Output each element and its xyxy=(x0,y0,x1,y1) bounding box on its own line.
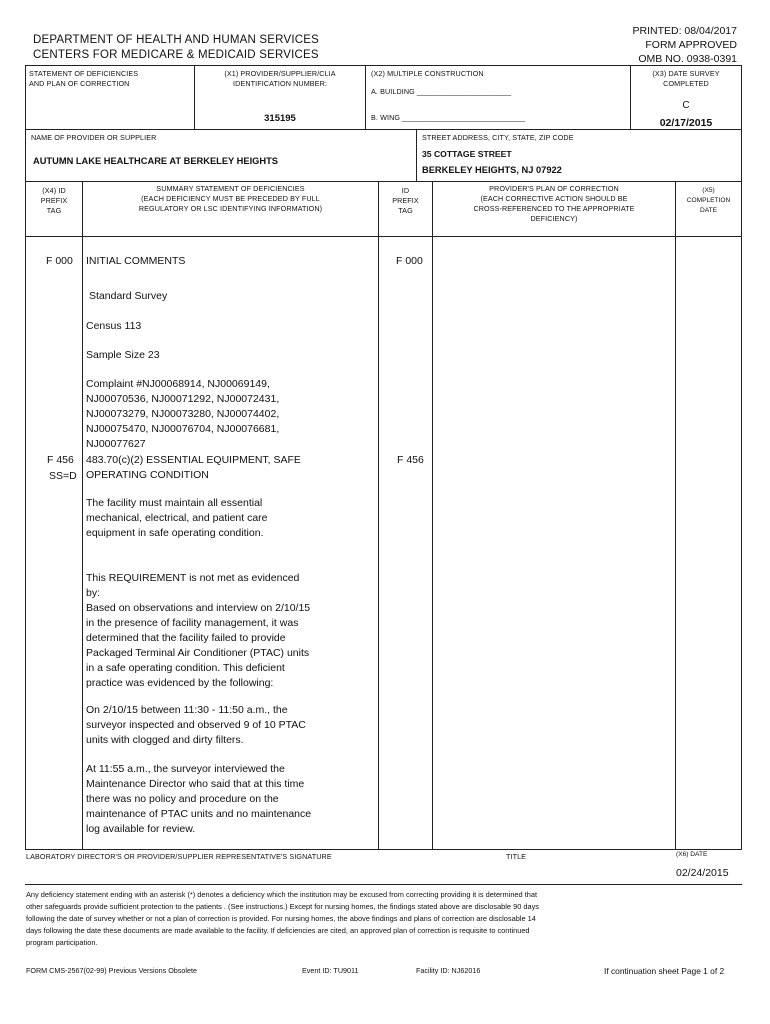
initial-comments-title: INITIAL COMMENTS xyxy=(86,255,186,267)
continuation-page: If continuation sheet Page 1 of 2 xyxy=(604,966,725,976)
event-id: Event ID: TU9011 xyxy=(302,966,359,975)
complaint-list: Complaint #NJ00068914, NJ00069149, NJ00070536, NJ00071292, NJ00072431, NJ00073279, NJ00073280, NJ00074402, NJ00075470, NJ00076704, NJ00076681, NJ00077627 xyxy=(86,378,280,450)
right-rule xyxy=(741,65,742,850)
printed-date: PRINTED: 08/04/2017 xyxy=(632,25,737,37)
address-label: STREET ADDRESS, CITY, STATE, ZIP CODE xyxy=(422,133,574,142)
divider-col4 xyxy=(675,181,676,850)
top-rule xyxy=(25,65,742,66)
wing-label: B. WING ______________________________ xyxy=(371,113,526,122)
form-info xyxy=(633,24,737,66)
col-plan-header: PROVIDER'S PLAN OF CORRECTION (EACH CORRECTIVE ACTION SHOULD BE CROSS-REFERENCED TO THE APPROPRIATE DEFICIENCY) xyxy=(473,184,635,223)
tag-f000-right: F 000 xyxy=(396,255,423,267)
col-x4-header: (X4) ID PREFIX TAG xyxy=(40,186,68,215)
survey-code: C xyxy=(682,100,690,111)
form-approved: FORM APPROVED xyxy=(645,39,737,51)
address-street: 35 COTTAGE STREET xyxy=(422,149,512,159)
signature-date: 02/24/2015 xyxy=(676,867,729,879)
provider-id: 315195 xyxy=(264,113,296,124)
rule-body xyxy=(25,236,742,237)
provider-name: AUTUMN LAKE HEALTHCARE AT BERKELEY HEIGHTS xyxy=(33,156,278,166)
col-id-header: ID PREFIX TAG xyxy=(392,186,419,215)
rule-columns xyxy=(25,181,742,182)
form-number: FORM CMS-2567(02-99) Previous Versions Obsolete xyxy=(26,966,197,975)
scope-severity: SS=D xyxy=(49,470,77,482)
signature-label: LABORATORY DIRECTOR'S OR PROVIDER/SUPPLIER REPRESENTATIVE'S SIGNATURE xyxy=(26,852,332,861)
divider-x1 xyxy=(194,65,195,129)
divider-address xyxy=(416,129,417,181)
department-name: DEPARTMENT OF HEALTH AND HUMAN SERVICES xyxy=(33,34,319,46)
rule-disclaimer xyxy=(25,884,742,885)
divider-col1 xyxy=(82,181,83,850)
divider-col2 xyxy=(378,181,379,850)
left-rule xyxy=(25,65,26,850)
x2-label: (X2) MULTIPLE CONSTRUCTION xyxy=(371,69,484,78)
tag-f000-left: F 000 xyxy=(46,255,73,267)
title-label: TITLE xyxy=(506,852,527,861)
statement-label: STATEMENT OF DEFICIENCIES AND PLAN OF CORRECTION xyxy=(29,69,139,88)
agency-name: CENTERS FOR MEDICARE & MEDICAID SERVICES xyxy=(33,49,319,61)
regulation-text: The facility must maintain all essential mechanical, electrical, and patient care equipment in safe operating condition. xyxy=(86,497,268,539)
tag-f456-right: F 456 xyxy=(397,454,424,466)
rule-signature xyxy=(25,849,742,850)
x1-label: (X1) PROVIDER/SUPPLIER/CLIA IDENTIFICATION NUMBER: xyxy=(224,69,336,88)
col-x5-header: (X5) COMPLETION DATE xyxy=(686,187,731,214)
interview-text: At 11:55 a.m., the surveyor interviewed the Maintenance Director who said that at this time there was no policy and procedure on the maintenance of PTAC units and no maintenance log available for review. xyxy=(86,763,312,835)
census: Census 113 xyxy=(86,320,142,332)
observation-text: On 2/10/15 between 11:30 - 11:50 a.m., the surveyor inspected and observed 9 of 10 PTAC units with clogged and dirty filters. xyxy=(86,704,306,746)
f456-title: 483.70(c)(2) ESSENTIAL EQUIPMENT, SAFE OPERATING CONDITION xyxy=(86,454,301,481)
disclaimer-text: Any deficiency statement ending with an asterisk (*) denotes a deficiency which the institution may be excused from correcting providing it is determined that other safeguards provide sufficient protection to the patients . (See instructions.) Except for nursing homes, the findings stated above are disclosable 90 days following the date of survey whether or not a plan of correction is provided. For nursing homes, the above findings and plans of correction are disclosable 14 days following the date these documents are made available to the facility. If deficiencies are cited, an approved plan of correction is requisite to continued program participation. xyxy=(26,890,539,947)
standard-survey: Standard Survey xyxy=(89,290,168,302)
omb-number: OMB NO. 0938-0391 xyxy=(638,53,737,65)
facility-id: Facility ID: NJ62016 xyxy=(416,966,481,975)
finding-text: This REQUIREMENT is not met as evidenced by: Based on observations and interview on 2/10/15 in the presence of facility management, it was determined that the facility failed to provide Packaged Terminal Air Conditioner (PTAC) units in a safe operating condition. This deficient practice was evidenced by the following: xyxy=(86,572,311,689)
tag-f456-left: F 456 xyxy=(47,454,74,466)
divider-x2 xyxy=(365,65,366,129)
date-label: (X6) DATE xyxy=(676,851,708,858)
col-summary-header: SUMMARY STATEMENT OF DEFICIENCIES (EACH DEFICIENCY MUST BE PRECEDED BY FULL REGULATORY OR LSC IDENTIFYING INFORMATION) xyxy=(138,184,323,213)
x3-label: (X3) DATE SURVEY COMPLETED xyxy=(652,69,720,88)
address-city: BERKELEY HEIGHTS, NJ 07922 xyxy=(422,165,562,175)
agency-header xyxy=(33,33,319,63)
divider-col3 xyxy=(432,181,433,850)
rule-provider xyxy=(25,129,742,130)
building-label: A. BUILDING _______________________ xyxy=(371,87,512,96)
survey-date: 02/17/2015 xyxy=(659,117,713,129)
provider-name-label: NAME OF PROVIDER OR SUPPLIER xyxy=(31,133,157,142)
sample-size: Sample Size 23 xyxy=(86,349,160,361)
